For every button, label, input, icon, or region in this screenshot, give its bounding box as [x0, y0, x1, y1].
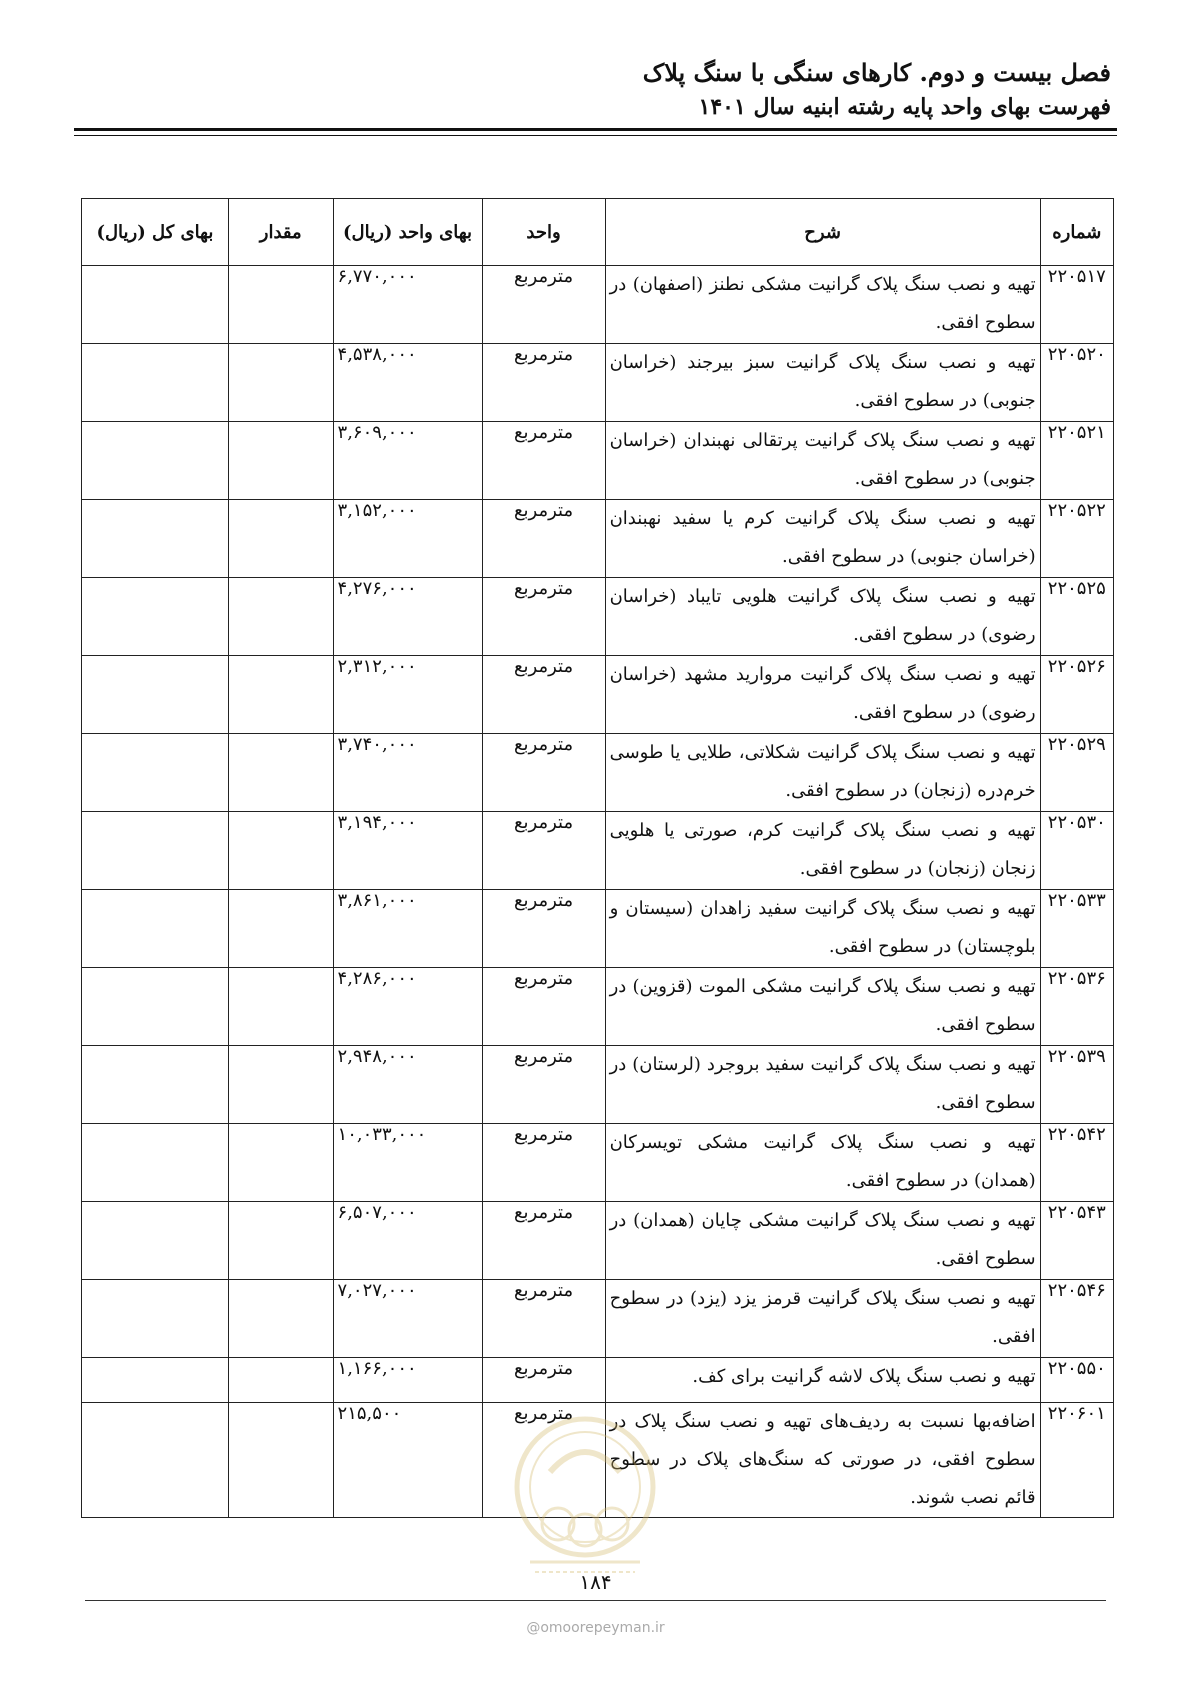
row-code: ۲۲۰۵۲۹ [1040, 734, 1113, 812]
row-unit: مترمربع [482, 422, 605, 500]
row-unit: مترمربع [482, 578, 605, 656]
row-code: ۲۲۰۵۲۶ [1040, 656, 1113, 734]
row-description: تهیه و نصب سنگ پلاک گرانیت مروارید مشهد (خراسان رضوی) در سطوح افقی. [605, 656, 1040, 734]
price-table [81, 198, 1114, 1518]
row-quantity[interactable] [228, 500, 333, 578]
row-unit-price: ۳,۶۰۹,۰۰۰ [333, 422, 482, 500]
table-row [82, 734, 1114, 812]
row-unit: مترمربع [482, 1202, 605, 1280]
row-quantity[interactable] [228, 968, 333, 1046]
row-total[interactable] [82, 1403, 229, 1518]
row-total[interactable] [82, 656, 229, 734]
table-row [82, 968, 1114, 1046]
row-total[interactable] [82, 1202, 229, 1280]
row-unit-price: ۳,۱۵۲,۰۰۰ [333, 500, 482, 578]
header-total-price: بهای کل (ریال) [82, 199, 229, 266]
table-row [82, 422, 1114, 500]
row-total[interactable] [82, 968, 229, 1046]
table-row [82, 890, 1114, 968]
row-unit: مترمربع [482, 812, 605, 890]
row-unit-price: ۴,۲۸۶,۰۰۰ [333, 968, 482, 1046]
row-unit-price: ۳,۸۶۱,۰۰۰ [333, 890, 482, 968]
row-quantity[interactable] [228, 422, 333, 500]
header-quantity: مقدار [228, 199, 333, 266]
table-row [82, 1280, 1114, 1358]
row-total[interactable] [82, 422, 229, 500]
row-description: اضافه‌بها نسبت به ردیف‌های تهیه و نصب سنگ پلاک در سطوح افقی، در صورتی که سنگ‌های پلاک در سطوح قائم نصب شوند. [605, 1403, 1040, 1518]
table-row [82, 812, 1114, 890]
row-unit-price: ۲,۹۴۸,۰۰۰ [333, 1046, 482, 1124]
row-unit: مترمربع [482, 266, 605, 344]
table-row [82, 1124, 1114, 1202]
row-code: ۲۲۰۵۲۲ [1040, 500, 1113, 578]
row-total[interactable] [82, 812, 229, 890]
table-row [82, 266, 1114, 344]
row-total[interactable] [82, 890, 229, 968]
row-description: تهیه و نصب سنگ پلاک گرانیت قرمز یزد (یزد) در سطوح افقی. [605, 1280, 1040, 1358]
row-unit: مترمربع [482, 1280, 605, 1358]
row-quantity[interactable] [228, 1202, 333, 1280]
row-unit-price: ۶,۷۷۰,۰۰۰ [333, 266, 482, 344]
table-row [82, 1358, 1114, 1403]
row-total[interactable] [82, 734, 229, 812]
row-total[interactable] [82, 1358, 229, 1403]
table-row [82, 578, 1114, 656]
header-rule-thick [74, 128, 1117, 131]
row-description: تهیه و نصب سنگ پلاک گرانیت کرم یا سفید نهبندان (خراسان جنوبی) در سطوح افقی. [605, 500, 1040, 578]
header-unit: واحد [482, 199, 605, 266]
row-quantity[interactable] [228, 1046, 333, 1124]
table-row [82, 1046, 1114, 1124]
row-quantity[interactable] [228, 578, 333, 656]
row-description: تهیه و نصب سنگ پلاک گرانیت پرتقالی نهبندان (خراسان جنوبی) در سطوح افقی. [605, 422, 1040, 500]
row-unit-price: ۱,۱۶۶,۰۰۰ [333, 1358, 482, 1403]
row-unit: مترمربع [482, 656, 605, 734]
row-unit-price: ۲,۳۱۲,۰۰۰ [333, 656, 482, 734]
page-header [80, 56, 1111, 124]
row-unit-price: ۴,۵۳۸,۰۰۰ [333, 344, 482, 422]
header-unit-price: بهای واحد (ریال) [333, 199, 482, 266]
website-watermark: @omoorepeyman.ir [526, 1620, 665, 1636]
row-description: تهیه و نصب سنگ پلاک گرانیت سبز بیرجند (خراسان جنوبی) در سطوح افقی. [605, 344, 1040, 422]
row-quantity[interactable] [228, 1358, 333, 1403]
table-header-row [82, 199, 1114, 266]
row-unit: مترمربع [482, 1403, 605, 1518]
row-quantity[interactable] [228, 1124, 333, 1202]
row-unit: مترمربع [482, 1358, 605, 1403]
header-code: شماره [1040, 199, 1113, 266]
row-unit: مترمربع [482, 1124, 605, 1202]
row-total[interactable] [82, 1046, 229, 1124]
row-code: ۲۲۰۵۵۰ [1040, 1358, 1113, 1403]
row-code: ۲۲۰۵۳۹ [1040, 1046, 1113, 1124]
table-row [82, 1202, 1114, 1280]
chapter-title: فصل بیست و دوم. کارهای سنگی با سنگ پلاک [642, 58, 1111, 87]
row-unit: مترمربع [482, 344, 605, 422]
row-description: تهیه و نصب سنگ پلاک گرانیت هلویی تایباد (خراسان رضوی) در سطوح افقی. [605, 578, 1040, 656]
row-unit: مترمربع [482, 734, 605, 812]
row-code: ۲۲۰۵۳۶ [1040, 968, 1113, 1046]
row-unit-price: ۶,۵۰۷,۰۰۰ [333, 1202, 482, 1280]
row-quantity[interactable] [228, 890, 333, 968]
header-description: شرح [605, 199, 1040, 266]
row-quantity[interactable] [228, 656, 333, 734]
document-subtitle: فهرست بهای واحد پایه رشته ابنیه سال ۱۴۰۱ [698, 94, 1111, 120]
row-total[interactable] [82, 1280, 229, 1358]
row-description: تهیه و نصب سنگ پلاک گرانیت شکلاتی، طلایی یا طوسی خرم‌دره (زنجان) در سطوح افقی. [605, 734, 1040, 812]
row-quantity[interactable] [228, 734, 333, 812]
row-code: ۲۲۰۵۱۷ [1040, 266, 1113, 344]
row-unit-price: ۲۱۵,۵۰۰ [333, 1403, 482, 1518]
row-unit: مترمربع [482, 890, 605, 968]
row-code: ۲۲۰۵۴۳ [1040, 1202, 1113, 1280]
row-code: ۲۲۰۵۲۱ [1040, 422, 1113, 500]
row-code: ۲۲۰۵۳۰ [1040, 812, 1113, 890]
footer-rule [85, 1600, 1106, 1601]
row-code: ۲۲۰۵۲۰ [1040, 344, 1113, 422]
row-code: ۲۲۰۵۲۵ [1040, 578, 1113, 656]
row-total[interactable] [82, 1124, 229, 1202]
table-row [82, 500, 1114, 578]
row-code: ۲۲۰۵۳۳ [1040, 890, 1113, 968]
row-description: تهیه و نصب سنگ پلاک گرانیت سفید بروجرد (لرستان) در سطوح افقی. [605, 1046, 1040, 1124]
row-code: ۲۲۰۶۰۱ [1040, 1403, 1113, 1518]
row-unit: مترمربع [482, 968, 605, 1046]
row-total[interactable] [82, 266, 229, 344]
row-unit-price: ۱۰,۰۳۳,۰۰۰ [333, 1124, 482, 1202]
table-row [82, 344, 1114, 422]
watermark-seal-icon [510, 1412, 660, 1582]
row-quantity[interactable] [228, 1280, 333, 1358]
row-unit-price: ۷,۰۲۷,۰۰۰ [333, 1280, 482, 1358]
row-description: تهیه و نصب سنگ پلاک گرانیت مشکی تویسرکان (همدان) در سطوح افقی. [605, 1124, 1040, 1202]
row-unit-price: ۳,۱۹۴,۰۰۰ [333, 812, 482, 890]
row-unit: مترمربع [482, 1046, 605, 1124]
row-total[interactable] [82, 578, 229, 656]
row-description: تهیه و نصب سنگ پلاک لاشه گرانیت برای کف. [605, 1358, 1040, 1403]
row-unit-price: ۳,۷۴۰,۰۰۰ [333, 734, 482, 812]
row-description: تهیه و نصب سنگ پلاک گرانیت مشکی نطنز (اصفهان) در سطوح افقی. [605, 266, 1040, 344]
table-row [82, 656, 1114, 734]
row-description: تهیه و نصب سنگ پلاک گرانیت مشکی الموت (قزوین) در سطوح افقی. [605, 968, 1040, 1046]
row-description: تهیه و نصب سنگ پلاک گرانیت کرم، صورتی یا هلویی زنجان (زنجان) در سطوح افقی. [605, 812, 1040, 890]
row-quantity[interactable] [228, 344, 333, 422]
row-code: ۲۲۰۵۴۲ [1040, 1124, 1113, 1202]
row-total[interactable] [82, 344, 229, 422]
row-unit: مترمربع [482, 500, 605, 578]
row-code: ۲۲۰۵۴۶ [1040, 1280, 1113, 1358]
row-quantity[interactable] [228, 812, 333, 890]
page-number: ۱۸۴ [579, 1570, 612, 1594]
row-quantity[interactable] [228, 266, 333, 344]
row-unit-price: ۴,۲۷۶,۰۰۰ [333, 578, 482, 656]
header-rule-thin [74, 135, 1117, 136]
row-description: تهیه و نصب سنگ پلاک گرانیت سفید زاهدان (سیستان و بلوچستان) در سطوح افقی. [605, 890, 1040, 968]
row-description: تهیه و نصب سنگ پلاک گرانیت مشکی چایان (همدان) در سطوح افقی. [605, 1202, 1040, 1280]
row-quantity[interactable] [228, 1403, 333, 1518]
row-total[interactable] [82, 500, 229, 578]
